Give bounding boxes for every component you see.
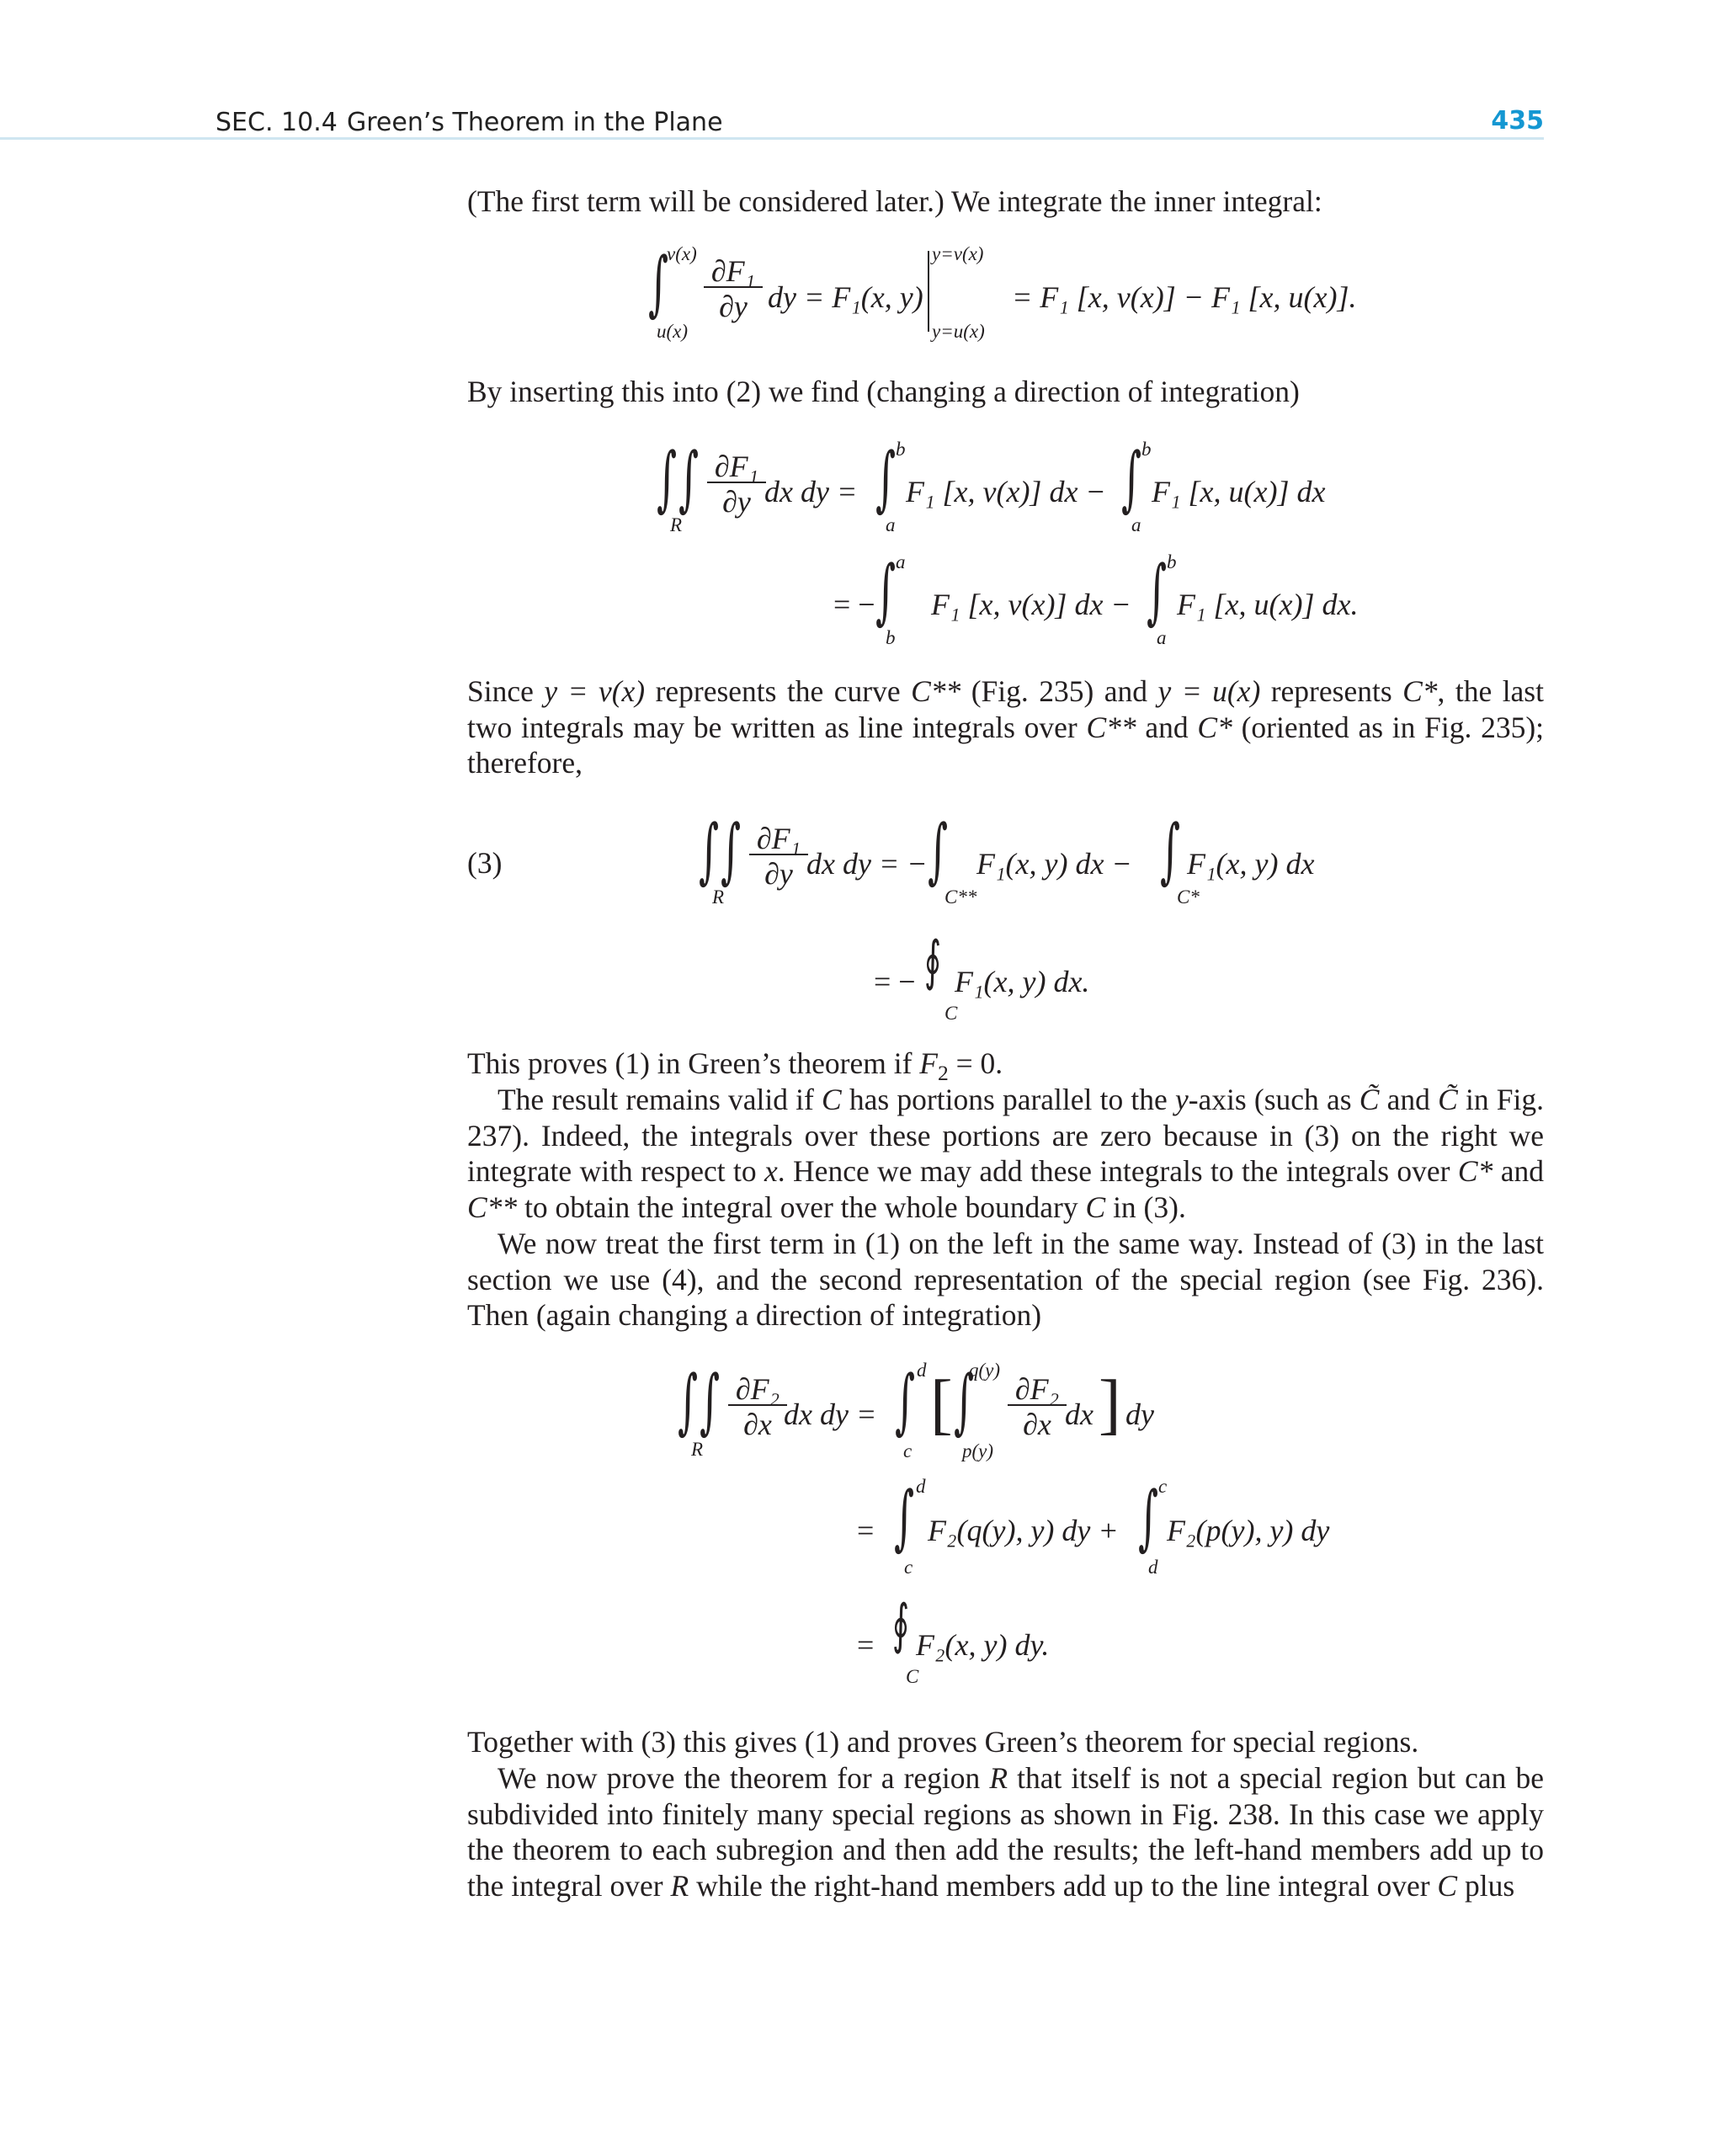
path-label: C** xyxy=(944,886,977,908)
integral-sign: ∫ xyxy=(1160,809,1181,892)
integral-sign: ∫ xyxy=(928,809,949,892)
integral-sign: ∫ xyxy=(875,550,897,632)
lhs-tail: dx dy = xyxy=(764,475,858,508)
paragraph-7-text: Together with (3) this gives (1) and proves Green’s theorem for special regions. xyxy=(467,1725,1419,1759)
inner-partial-fraction xyxy=(1008,1374,1067,1440)
paragraph-4-text: This proves (1) in Green’s theorem if $F_2 = 0$. xyxy=(467,1046,1003,1086)
double-integral-sign-2: ∫ xyxy=(721,809,742,892)
term-a: F₂(q(y), y) dy + xyxy=(928,1514,1119,1547)
lhs-tail: dx dy = − xyxy=(806,847,928,881)
upper-limit: b xyxy=(896,439,906,460)
lower-limit: a xyxy=(1157,627,1167,648)
inner-tail: dx xyxy=(1065,1397,1093,1431)
lower-limit: a xyxy=(1131,514,1141,535)
equation-double-integral-1 xyxy=(657,438,1381,539)
line-prefix: = xyxy=(857,1514,875,1547)
integrand-tail: dy = F₁(x, y) xyxy=(768,280,923,314)
lower-limit: b xyxy=(886,627,896,648)
fraction-denominator: ∂y xyxy=(722,485,751,519)
contour-integral-sign: ∮ xyxy=(892,1594,910,1656)
fraction-numerator: ∂F₂ xyxy=(728,1374,787,1406)
region-label: R xyxy=(670,514,683,535)
fraction-numerator: ∂F₁ xyxy=(707,451,766,483)
upper-limit: c xyxy=(1158,1476,1168,1497)
lhs-tail: dx dy = xyxy=(784,1397,877,1431)
paragraph-3-text: Since y = v(x) represents the curve C** (Fig. 235) and y = u(x) represents C*, the last two integrals may be written as line integrals over C** and C* (oriented as in Fig. 235); therefore, xyxy=(467,674,1545,780)
line-prefix: = − xyxy=(874,965,916,998)
equation-number-3: (3) xyxy=(467,846,503,880)
paragraph-3 xyxy=(467,673,1544,781)
fraction-denominator: ∂y xyxy=(764,857,793,891)
outer-lower-limit: c xyxy=(903,1440,913,1461)
partial-fraction xyxy=(704,256,763,322)
equation-4-line-3 xyxy=(857,1596,1278,1697)
page-number: 435 xyxy=(1491,106,1544,136)
left-bracket: [ xyxy=(930,1367,953,1441)
term-b: F₂(p(y), y) dy xyxy=(1167,1514,1330,1547)
path-label: C* xyxy=(1177,886,1200,908)
fraction-denominator: ∂y xyxy=(719,290,748,323)
equation-4-line-2 xyxy=(857,1475,1446,1584)
upper-limit: b xyxy=(1141,439,1152,460)
path-label: C xyxy=(944,1003,958,1024)
line-prefix: = − xyxy=(833,588,875,621)
equation-3-line-1 xyxy=(699,810,1423,911)
term-1: F₁(x, y) dx − xyxy=(976,847,1132,881)
double-integral-sign-2: ∫ xyxy=(700,1360,721,1442)
integral-sign: ∫ xyxy=(648,242,669,324)
paragraph-8 xyxy=(467,1760,1544,1903)
inner-lower-limit: p(y) xyxy=(962,1440,994,1461)
integral-sign: ∫ xyxy=(1121,437,1142,519)
integral-sign: ∫ xyxy=(1147,550,1168,632)
equation-3-line-2 xyxy=(874,928,1295,1029)
section-title: Green’s Theorem in the Plane xyxy=(347,108,723,137)
paragraph-5 xyxy=(467,1082,1544,1225)
integral-sign: ∫ xyxy=(875,437,897,519)
fraction-numerator: ∂F₂ xyxy=(1008,1374,1067,1406)
lower-limit: a xyxy=(886,514,896,535)
inner-integral-sign: ∫ xyxy=(954,1360,975,1442)
region-label: R xyxy=(691,1439,704,1460)
section-number: SEC. 10.4 xyxy=(216,108,338,137)
double-integral-sign-2: ∫ xyxy=(678,437,700,519)
term-2: F₁(x, y) dx xyxy=(1187,847,1315,881)
term-c: F₂(x, y) dy. xyxy=(916,1628,1050,1662)
equation-rhs: = F₁ [x, v(x)] − F₁ [x, u(x)]. xyxy=(1012,280,1357,314)
contour-integral-sign: ∮ xyxy=(924,930,942,993)
paragraph-1 xyxy=(467,184,1544,220)
paragraph-4 xyxy=(467,1046,1544,1086)
double-integral-sign-1: ∫ xyxy=(657,437,678,519)
partial-fraction xyxy=(728,1374,787,1440)
equation-double-integral-2 xyxy=(833,551,1423,652)
outer-upper-limit: d xyxy=(917,1360,927,1381)
line-prefix: = xyxy=(857,1628,875,1662)
fraction-denominator: ∂x xyxy=(743,1408,772,1441)
paragraph-7 xyxy=(467,1724,1544,1760)
fraction-numerator: ∂F₁ xyxy=(749,823,808,855)
eval-upper: y=v(x) xyxy=(932,243,984,264)
integral-sign: ∫ xyxy=(894,1476,915,1558)
upper-limit: d xyxy=(916,1476,926,1497)
header-rule xyxy=(0,137,1544,140)
paragraph-2 xyxy=(467,374,1544,410)
partial-fraction xyxy=(749,823,808,889)
region-label: R xyxy=(712,886,725,908)
equation-4-line-1 xyxy=(678,1359,1435,1468)
term-3: F₁(x, y) dx. xyxy=(955,965,1090,998)
paragraph-2-text: By inserting this into (2) we find (changing a direction of integration) xyxy=(467,375,1300,408)
upper-limit: b xyxy=(1167,551,1177,572)
paragraph-8-text: We now prove the theorem for a region R that itself is not a special region but can be subdivided into finitely many special regions as shown in Fig. 238. In this case we apply the theorem to each subregion and then add the results; the left-hand members add up to the integral over R while the right-hand members add up to the line integral over C plus xyxy=(467,1761,1544,1903)
eval-lower: y=u(x) xyxy=(932,321,985,342)
double-integral-sign-1: ∫ xyxy=(699,809,720,892)
right-bracket: ] xyxy=(1099,1367,1121,1441)
paragraph-5-text: The result remains valid if C has portions parallel to the y-axis (such as C̃ and C̃ in Fig. 237). Indeed, the integrals over these portions are zero because in (3) on the right we integrate with respect to x. Hence we may add these integrals to the integrals over C* and C** to obtain the integral over the whole boundary C in (3). xyxy=(467,1083,1544,1224)
paragraph-6-text: We now treat the first term in (1) on the left in the same way. Instead of (3) in the last section we use (4), and the second representation of the special region (see Fig. 236). Then (again changing a direction of integration) xyxy=(467,1227,1544,1332)
outer-integral-sign: ∫ xyxy=(895,1360,916,1442)
inner-upper-limit: q(y) xyxy=(969,1360,1001,1381)
lower-limit: u(x) xyxy=(657,321,689,342)
fraction-numerator: ∂F₁ xyxy=(704,256,763,288)
equation-inner-integral xyxy=(648,244,1406,345)
upper-limit: a xyxy=(896,551,906,572)
evaluation-bar xyxy=(928,251,929,332)
paragraph-1-text: (The first term will be considered later.) We integrate the inner integral: xyxy=(467,184,1322,218)
paragraph-6 xyxy=(467,1226,1544,1334)
double-integral-sign-1: ∫ xyxy=(678,1360,699,1442)
term-1: F₁ [x, v(x)] dx − xyxy=(906,475,1106,508)
lower-limit: d xyxy=(1148,1557,1158,1578)
upper-limit: v(x) xyxy=(667,243,697,264)
integral-sign: ∫ xyxy=(1138,1476,1159,1558)
outer-tail: dy xyxy=(1125,1397,1154,1431)
term-3: F₁ [x, v(x)] dx − xyxy=(931,588,1131,621)
path-label: C xyxy=(906,1666,919,1687)
lower-limit: c xyxy=(904,1557,913,1578)
fraction-denominator: ∂x xyxy=(1023,1408,1051,1441)
term-2: F₁ [x, u(x)] dx xyxy=(1152,475,1326,508)
partial-fraction xyxy=(707,451,766,517)
term-4: F₁ [x, u(x)] dx. xyxy=(1177,588,1359,621)
